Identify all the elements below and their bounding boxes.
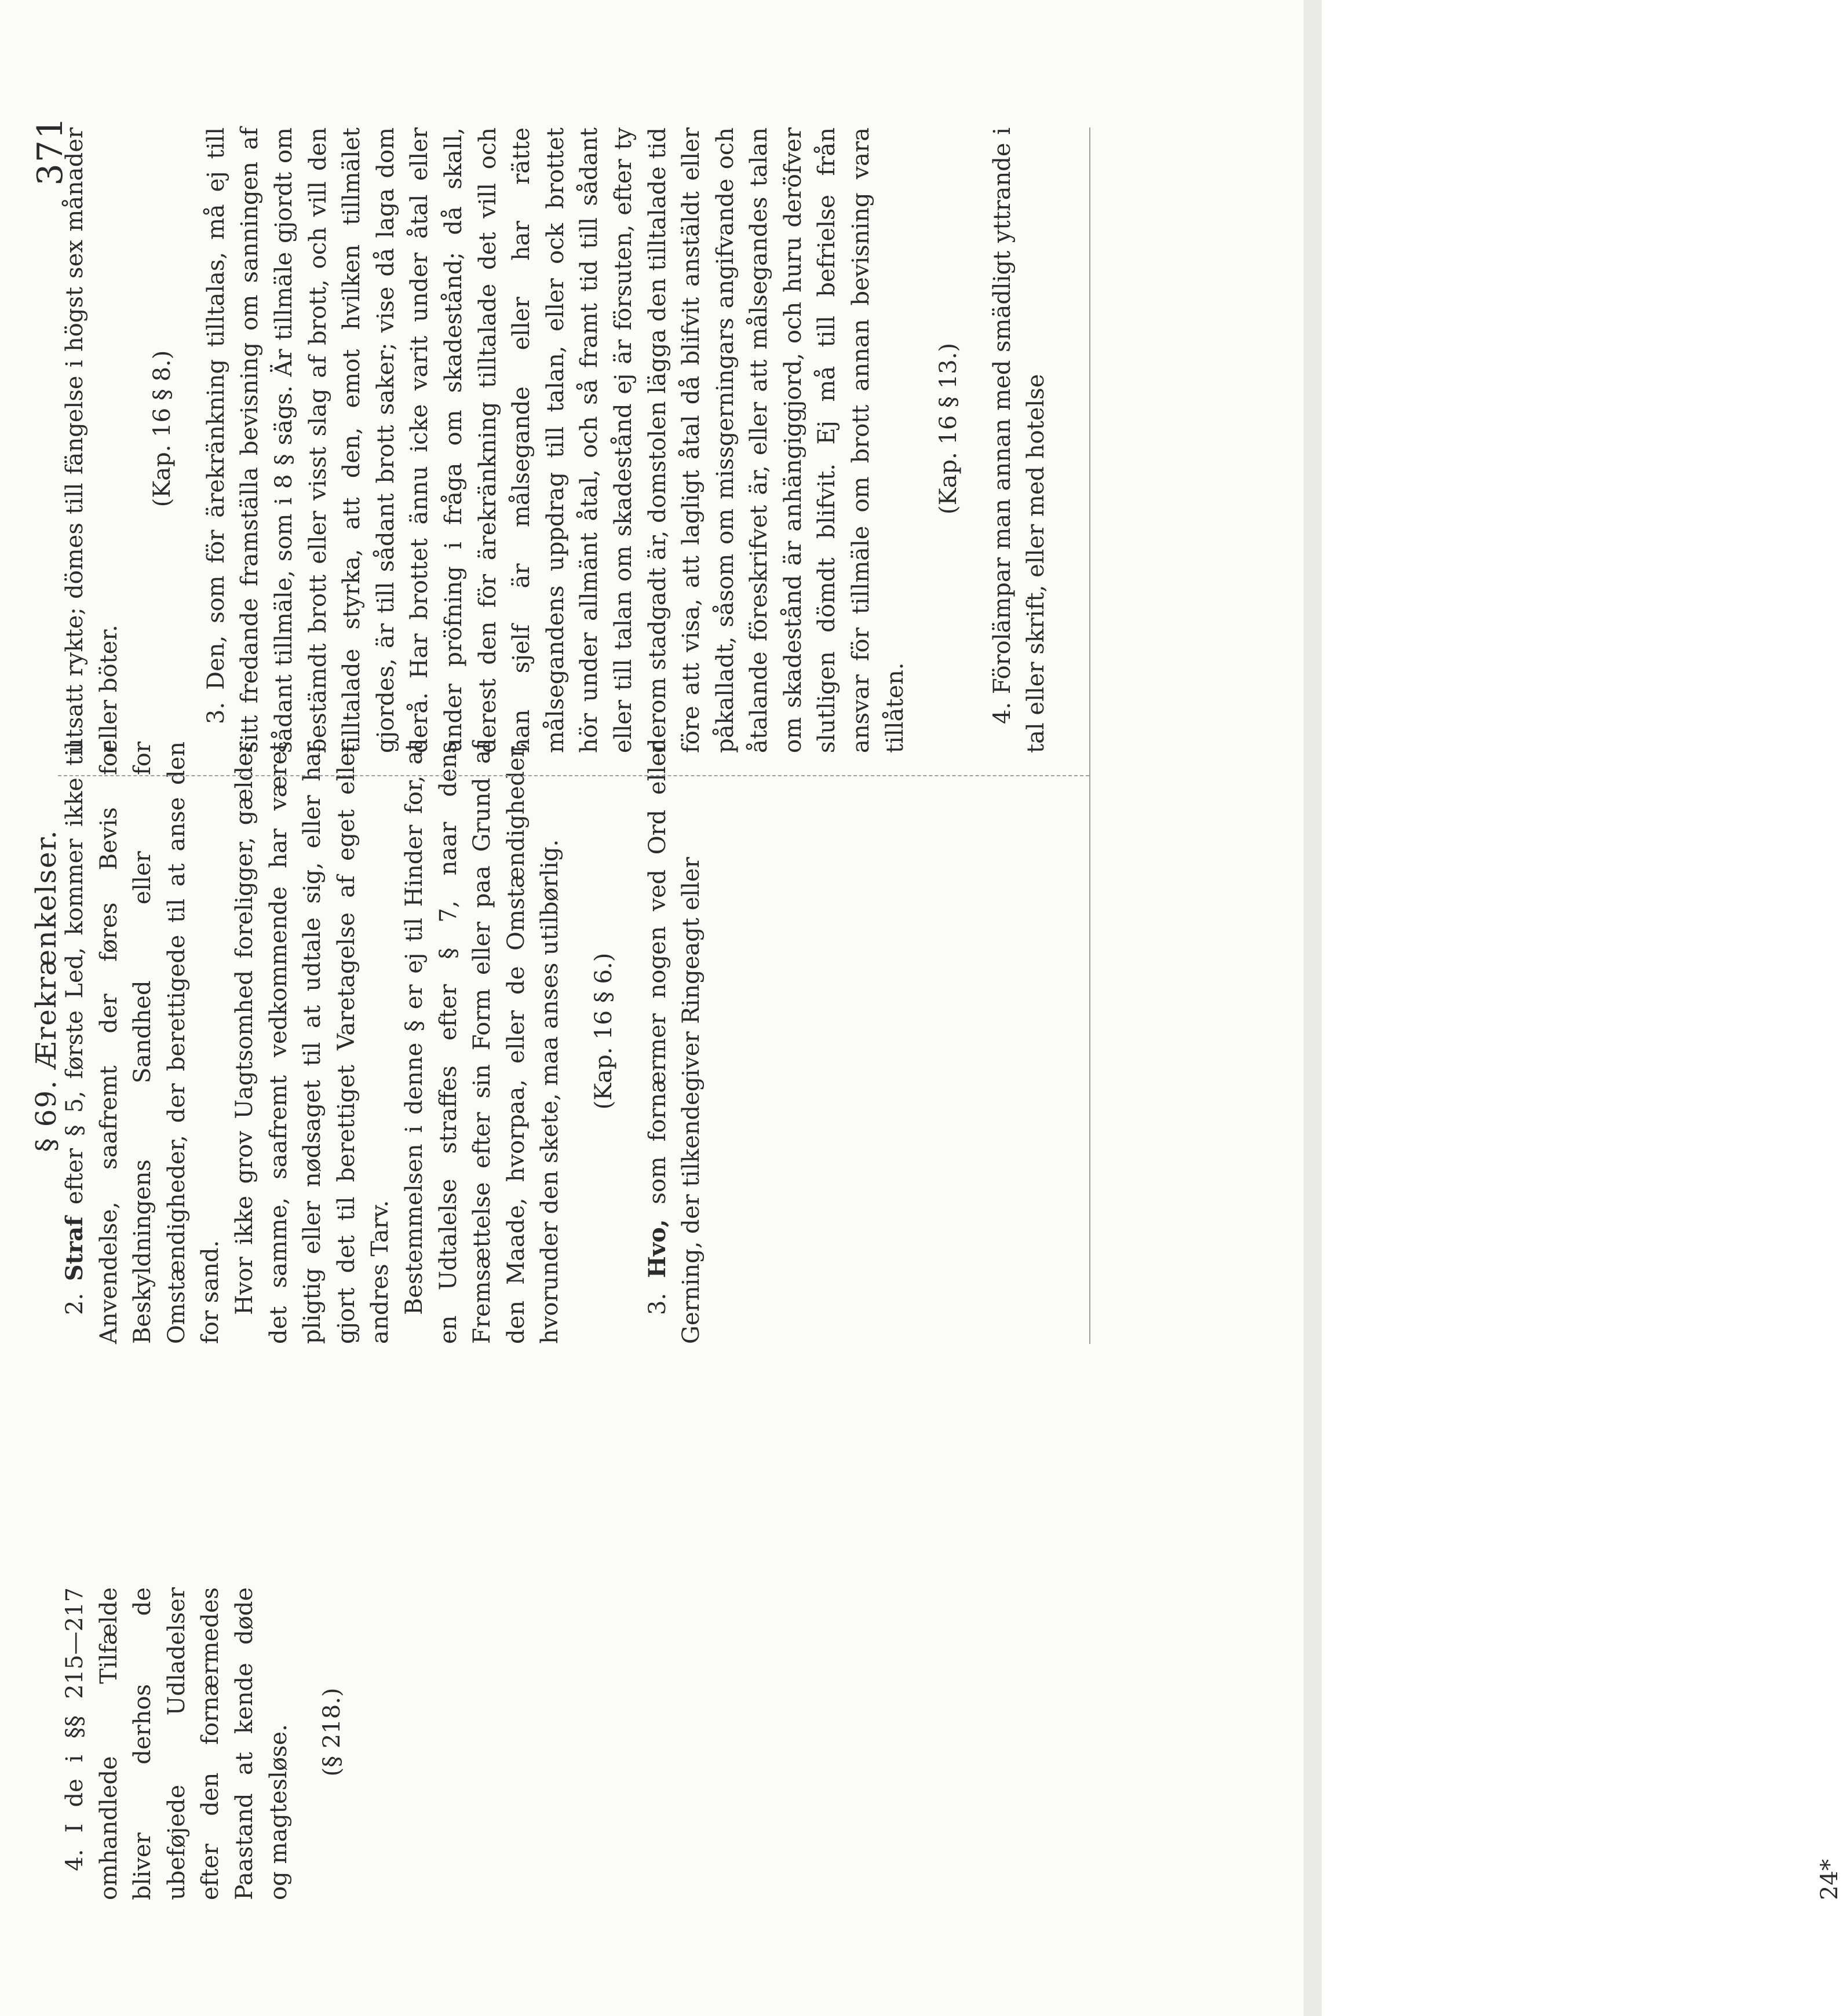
swedish-paragraph-continued: utsatt rykte; dömes till fängelse i högst sex månader eller böter. [61,127,122,753]
norwegian-paragraph-3-text: som fornærmer nogen ved Ord eller Gerning, der tilkendegiver Ringeagt eller [644,741,705,1344]
norwegian-paragraph-3 [641,742,709,1344]
signature-mark: 24* [1816,1859,1843,1900]
swedish-reference-1: (Kap. 16 § 8.) [149,350,176,507]
norwegian-paragraph-3-lead: Hvo, [643,1219,671,1279]
norwegian-paragraph-3-number: 3. [644,1292,671,1315]
norwegian-paragraph-2b: Hvor ikke grov Uagtsomhed foreligger, gælder det samme, saafremt vedkommende har været pligtig eller nødsaget til at udtale sig, eller har gjort det til berettiget Varetagelse af eget eller andres Tarv. [231,742,394,1344]
swedish-paragraph-3: 3. Den, som för ärekränkning tilltalas, må ej till sitt fredande framställa bevisning om sanningen af sådant tillmäle, som i 8 § sägs. Är tillmäle gjordt om bestämdt brott eller visst slag af brott, och vill den tilltalade styrka, att den, emot hvilken tillmälet gjordes, är till sådant brott saker; vise då laga dom derå. Har brottet ännu icke varit under åtal eller under pröfning i fråga om skadestånd; då skall, derest den för ärekränkning tilltalade det vill och han sjelf är målsegande eller har rätte målsegandens uppdrag till talan, eller ock brottet hör under allmänt åtal, och så framt tid till sådant eller till talan om skadestånd ej är försuten, efter ty derom stadgadt är, domstolen lägga den tilltalade tid före att visa, att lagligt åtal då blifvit anstäldt eller påkalladt, såsom om missgerningars angifvande och åtalande föreskrifvet är, eller att målsegandes talan om skadestånd är anhängiggjord, och huru deröfver slutligen dömdt blifvit. Ej må till befrielse från ansvar för tillmäle om brott annan bevisning vara tillåten. [202,127,908,753]
running-head: § 69. Ærekrænkelser. [30,829,63,1152]
norwegian-paragraph-2-number: 2. [61,1292,88,1315]
page-number: 371 [30,116,71,186]
aside-column [58,1587,369,1900]
column-divider [58,775,1089,776]
swedish-column [58,127,1053,753]
swedish-reference-2: (Kap. 16 § 13.) [935,343,962,514]
norwegian-reference: (Kap. 16 § 6.) [590,952,617,1110]
aside-paragraph: 4. I de i §§ 215—217 omhandlede Tilfælde bliver derhos de ubeføjede Udladelser efter den fornærmedes Paastand at kende døde og magtesløse. [61,1587,292,1900]
norwegian-paragraph-2-text: efter § 5, første Led, kommer ikke til Anvendelse, saafremt der føres Bevis for Beskyldningens Sandhed eller for Omstændigheder, der berettigede til at anse den for sand. [61,742,224,1344]
norwegian-paragraph-2-lead: Straf [61,1216,88,1281]
norwegian-column [58,742,709,1344]
swedish-paragraph-4: 4. Förolämpar man annan med smädligt yttrande i tal eller skrift, eller med hotelse [988,127,1050,753]
norwegian-paragraph-2c: Bestemmelsen i denne § er ej til Hinder for, at en Udtalelse straffes efter § 7, naar dens Fremsættelse efter sin Form eller paa Grund af den Maade, hvorpaa, eller de Omstændigheder, hvorunder den skete, maa anses utilbørlig. [400,742,564,1344]
bottom-rule [1089,127,1090,1344]
norwegian-paragraph-2 [58,742,228,1344]
aside-reference: (§ 218.) [319,1688,346,1777]
page-footer [904,1587,1843,2016]
